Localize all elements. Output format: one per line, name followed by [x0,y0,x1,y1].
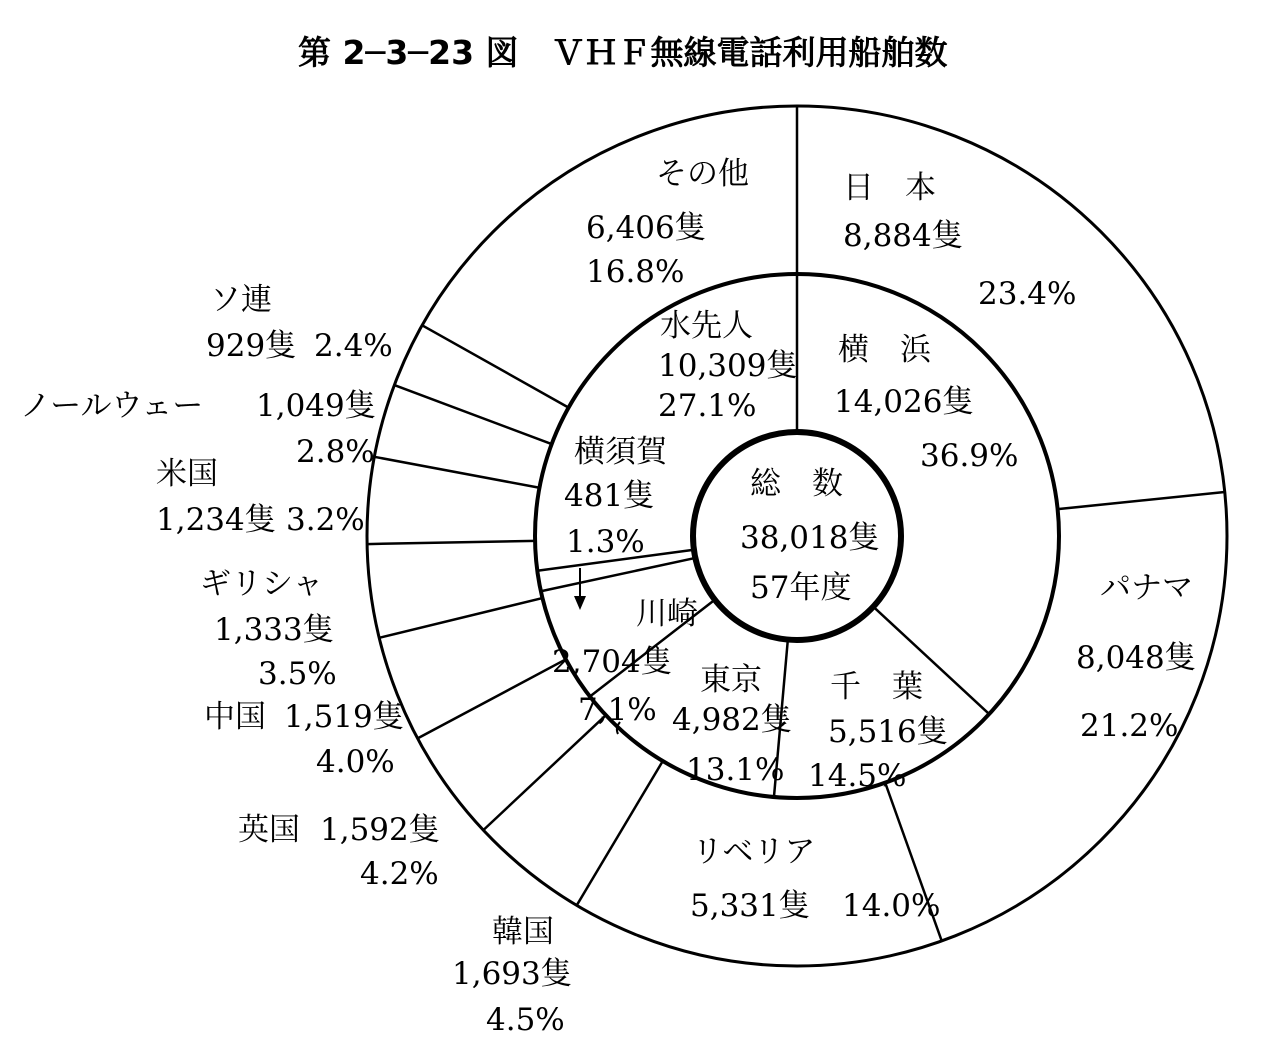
outer-label-other-count: 6,406隻 [586,210,706,246]
outer-label-japan-percent: 23.4% [978,276,1077,312]
outer-separator-3 [577,761,663,905]
center-label-year: 57年度 [750,570,852,606]
inner-separator-4 [541,558,695,591]
inner-label-tokyo-percent: 13.1% [686,752,785,788]
outer-label-usa-name: 米国 [156,456,218,492]
outer-separator-1 [1058,492,1225,509]
inner-label-tokyo-name: 東京 [700,662,762,698]
outer-separator-9 [394,385,551,444]
outer-label-panama-count: 8,048隻 [1076,640,1196,676]
outer-label-japan-name: 日 本 [843,170,936,206]
outer-label-norway-count: 1,049隻 [256,388,376,424]
inner-label-yokosuka-percent: 1.3% [566,524,645,560]
chart-title: 第 2─3─23 図 ＶＨＦ無線電話利用船舶数 [298,33,948,72]
outer-label-china-percent: 4.0% [316,744,395,780]
yokosuka-arrowhead [574,596,586,610]
inner-label-chiba-name: 千 葉 [830,669,923,705]
outer-label-usa-percent: 3.2% [286,502,365,538]
outer-separator-6 [379,598,542,638]
inner-label-pilot-percent: 27.1% [658,388,757,424]
center-labels [740,466,879,606]
outer-separator-5 [418,659,566,738]
outer-label-ussr-name: ソ連 [210,282,272,318]
outer-label-greece-percent: 3.5% [258,656,337,692]
outer-label-norway-percent: 2.8% [296,434,375,470]
outer-label-panama-percent: 21.2% [1080,708,1179,744]
outer-label-liberia-percent: 14.0% [842,888,941,924]
outer-label-other-name: その他 [656,156,749,192]
inner-label-pilot-name: 水先人 [660,308,753,344]
outer-separator-7 [367,541,535,544]
outer-label-usa-count: 1,234隻 [156,502,276,538]
inner-label-chiba-percent: 14.5% [808,758,907,794]
outer-separator-10 [422,325,568,407]
inner-label-chiba-count: 5,516隻 [828,714,948,750]
center-label-total: 38,018隻 [740,520,880,556]
inner-label-yokohama-count: 14,026隻 [834,384,974,420]
outer-label-japan-count: 8,884隻 [843,218,963,254]
outer-label-ussr-count: 929隻 [206,328,297,364]
outer-label-liberia-count: 5,331隻 [690,888,810,924]
inner-label-yokohama-name: 横 浜 [838,332,931,368]
outer-label-uk-percent: 4.2% [360,856,439,892]
outer-label-korea-name: 韓国 [492,914,554,950]
outer-label-other-percent: 16.8% [586,254,685,290]
inner-label-kawasaki-count: 2,704隻 [552,644,672,680]
outer-separator-8 [374,457,539,488]
outer-label-china-count: 1,519隻 [284,699,404,735]
outer-label-uk-name: 英国 [238,812,300,848]
outer-separator-4 [483,715,606,830]
outer-label-ussr-percent: 2.4% [314,328,393,364]
outer-label-greece-count: 1,333隻 [214,612,334,648]
outer-label-panama-name: パナマ [1100,570,1193,606]
outer-label-greece-name: ギリシャ [200,566,324,602]
inner-label-yokosuka-name: 横須賀 [574,434,667,470]
center-label-title: 総 数 [750,466,843,502]
inner-label-kawasaki-percent: 7,1% [578,692,657,728]
inner-label-pilot-count: 10,309隻 [658,348,798,384]
outer-label-korea-percent: 4.5% [486,1002,565,1038]
outer-label-china-name: 中国 [204,699,266,735]
inner-label-yokosuka-count: 481隻 [564,478,655,514]
outer-label-uk-count: 1,592隻 [320,812,440,848]
outer-label-liberia-name: リベリア [692,834,816,870]
outer-label-korea-count: 1,693隻 [452,956,572,992]
inner-label-yokohama-percent: 36.9% [920,438,1019,474]
inner-label-tokyo-count: 4,982隻 [672,702,792,738]
outer-label-norway-name: ノールウェー [20,388,204,424]
inner-label-kawasaki-name: 川崎 [636,596,698,632]
